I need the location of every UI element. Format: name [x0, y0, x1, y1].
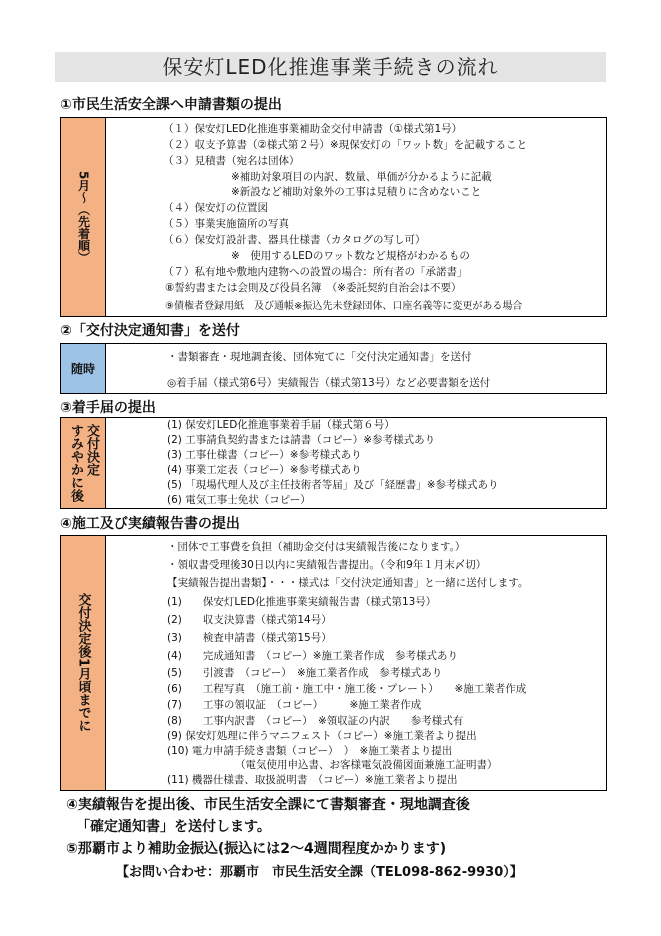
list-item: (1) 保安灯LED化推進事業着手届（様式第６号）	[167, 419, 395, 431]
list-item: (7) 工事の領収証 （コピー） ※施工業者作成	[167, 699, 422, 711]
list-item: ⑧誓約書または会則及び役員名簿 （※委託契約自治会は不要）	[165, 282, 462, 294]
section-4-box	[60, 535, 607, 791]
list-item: （６）保安灯設計書、器具仕様書（カタログの写し可）	[163, 234, 426, 246]
list-item: (6) 工程写真 （施工前・施工中・施工後・プレート） ※施工業者作成	[167, 683, 527, 695]
page-title: 保安灯LED化推進事業手続きの流れ	[55, 52, 606, 82]
list-item: ⑨債権者登録用紙 及び通帳※振込先未登録団体、口座名義等に変更がある場合	[165, 301, 523, 312]
list-item: (1) 保安灯LED化推進事業実績報告書（様式第13号）	[167, 596, 437, 608]
list-item: （７）私有地や敷地内建物への設置の場合：所有者の「承諾書」	[163, 266, 468, 278]
section-2-period: 随時	[61, 344, 106, 393]
list-item: （電気使用申込書、お客様電気設備図面兼施工証明書）	[235, 759, 498, 771]
list-item: （５）事業実施箇所の写真	[163, 218, 289, 230]
list-item: ◎着手届（様式第6号）実績報告（様式第13号）など必要書類を送付	[167, 377, 491, 389]
footer-step-5: ⑤那覇市より補助金振込(振込には2～4週間程度かかります)	[66, 841, 447, 857]
list-item: (11) 機器仕様書、取扱説明書 （コピー）※施工業者より提出	[167, 774, 458, 786]
section-2-heading: ②「交付決定通知書」を送付	[60, 323, 240, 339]
list-item: (5) 引渡書 （コピー） ※施工業者作成 参考様式あり	[167, 667, 443, 679]
list-item: (8) 工事内訳書 （コピー） ※領収証の内訳 参考様式有	[167, 715, 464, 727]
list-item: ※補助対象項目の内訳、数量、単価が分かるように記載	[231, 171, 492, 183]
list-item: (3) 工事仕様書（コピー）※参考様式あり	[167, 449, 362, 461]
list-item: (10) 電力申請手続き書類（コピー） ） ※施工業者より提出	[167, 745, 453, 757]
list-item: (9) 保安灯処理に伴うマニフェスト（コピー）※施工業者より提出	[167, 730, 477, 742]
section-3-period: 交付決定 すみやかに後	[61, 418, 106, 508]
section-3-box	[60, 417, 607, 509]
footer-step-4: ④実績報告を提出後、市民生活安全課にて書類審査・現地調査後	[66, 797, 470, 813]
list-item: ・書類審査・現地調査後、団体宛てに「交付決定通知書」を送付	[167, 351, 472, 363]
list-item: ・領収書受理後30日以内に実績報告書提出。（令和9年１月末〆切）	[167, 559, 487, 571]
list-item: (4) 完成通知書 （コピー）※施工業者作成 参考様式あり	[167, 650, 458, 662]
section-1-heading: ①市民生活安全課へ申請書類の提出	[60, 97, 282, 113]
list-item: ※新設など補助対象外の工事は見積りに含めないこと	[231, 186, 482, 198]
section-3-heading: ③着手届の提出	[60, 400, 156, 416]
section-1-box	[60, 117, 607, 317]
list-item: （３）見積書（宛名は団体）	[163, 155, 300, 167]
section-1-period: 5月～（先着順）	[61, 118, 106, 316]
list-item: （１）保安灯LED化推進事業補助金交付申請書（①様式第1号）	[163, 123, 463, 135]
list-item: ※ 使用するLEDのワット数など規格がわかるもの	[231, 250, 470, 262]
list-item: (4) 事業工定表（コピー）※参考様式あり	[167, 464, 362, 476]
list-item: (6) 電気工事士免状（コピー）	[167, 494, 311, 506]
list-item: （４）保安灯の位置図	[163, 202, 268, 214]
section-4-period: 交付決定後1月頃までに	[61, 536, 106, 790]
list-item: (2) 収支決算書（様式第14号）	[167, 614, 332, 626]
list-item: (3) 検査申請書（様式第15号）	[167, 632, 332, 644]
section-4-heading: ④施工及び実績報告書の提出	[60, 516, 240, 532]
contact-info: 【お問い合わせ：那覇市 市民生活安全課（TEL098-862-9930）】	[116, 865, 523, 880]
list-item: 【実績報告提出書類】・・・様式は「交付決定通知書」と一緒に送付します。	[167, 577, 529, 589]
list-item: （２）収支予算書（②様式第２号）※現保安灯の「ワット数」を記載すること	[163, 139, 528, 151]
section-2-box	[60, 343, 607, 394]
footer-step-4-note: 「確定通知書」を送付します。	[76, 819, 271, 835]
list-item: (2) 工事請負契約書または請書（コピー）※参考様式あり	[167, 434, 436, 446]
list-item: (5) 「現場代理人及び主任技術者等届」及び「経歴書」※参考様式あり	[167, 479, 499, 491]
list-item: ・団体で工事費を負担（補助金交付は実績報告後になります。）	[167, 541, 466, 553]
